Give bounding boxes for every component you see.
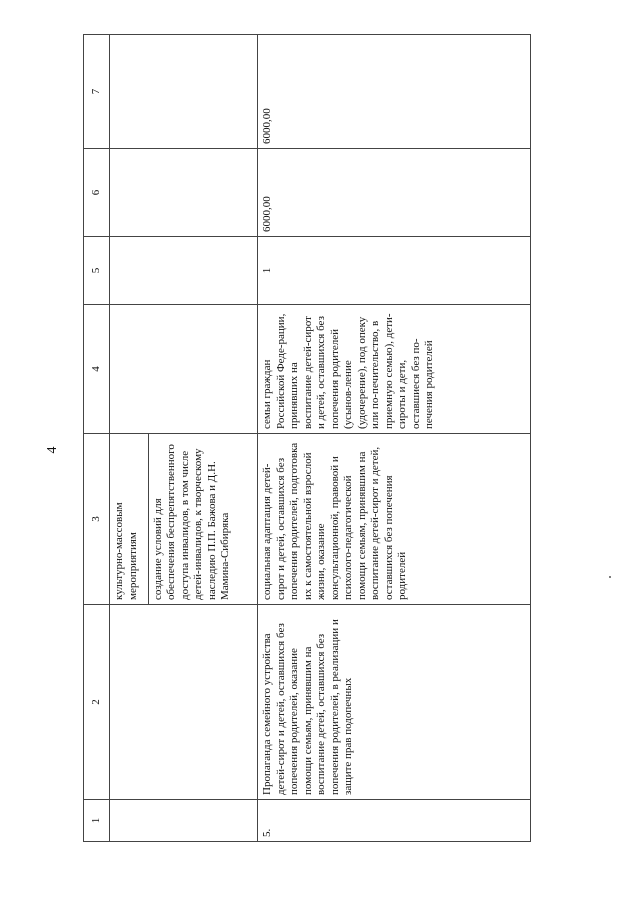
header-col-7: 7	[84, 35, 110, 149]
row5-recipients: семьи граждан Российской Феде-рации, принявших на воспитание детей-сирот и детей, оставшихся без попечения родителей (усынов-ление (удочерение), под опеку или по-печительство, в приемную семью), дети-сироты и дети, оставшиеся без по-печения родителей	[258, 305, 531, 434]
header-col-3: 3	[84, 434, 110, 605]
cell-col6	[110, 149, 258, 237]
activity-accessibility-text: создание условий для обеспечения беспрепятственного доступа инвалидов, в том числе детей-инвалидов, к творческому наследию П.П. Бажова и Д.Н. Мамина-Сибиряка	[151, 444, 231, 600]
page-number: 4	[45, 446, 60, 454]
cell-col5	[110, 237, 258, 305]
activity-culture-text: культурно-массовым мероприятиям	[110, 434, 148, 604]
activity-subtable	[110, 434, 257, 604]
row5-number: 5.	[258, 800, 531, 842]
row5-col5: 1	[258, 237, 531, 305]
rotated-table-page	[83, 35, 531, 842]
row5-col6: 6000,00	[258, 149, 531, 237]
table-row-continuation	[110, 35, 258, 842]
cell-activity	[110, 434, 258, 605]
table-row-5	[258, 35, 531, 842]
cell-col7	[110, 35, 258, 149]
cell-recipients	[110, 305, 258, 434]
grants-table	[83, 34, 531, 842]
cell-name	[110, 605, 258, 800]
row5-col7: 6000,00	[258, 35, 531, 149]
row5-name: Пропаганда семейного устройства детей-сирот и детей, оставшихся без попечения родителей, оказание помощи семьям, принявшим на воспитание детей, оставшихся без попечения родителей, в реализации и защите прав подопечных	[258, 605, 531, 800]
cell-number	[110, 800, 258, 842]
header-col-4: 4	[84, 305, 110, 434]
header-col-2: 2	[84, 605, 110, 800]
header-col-1: 1	[84, 800, 110, 842]
scan-speck	[609, 576, 611, 578]
header-col-6: 6	[84, 149, 110, 237]
row5-activity: социальная адаптация детей-сирот и детей, оставшихся без попечения родителей, подготовка их к самостоятельной взрослой жизни, оказание консультационной, правовой и психолого-педагогической помощи семьям, принявшим на воспитание детей-сирот и детей, оставшихся без попечения родителей	[258, 434, 531, 605]
header-row	[84, 35, 110, 842]
header-col-5: 5	[84, 237, 110, 305]
